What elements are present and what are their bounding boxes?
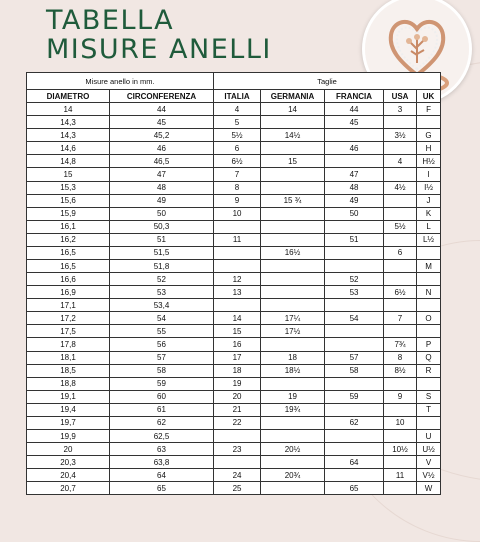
cell-germania [261, 142, 325, 155]
cell-italia: 11 [214, 233, 261, 246]
cell-uk: G [417, 129, 441, 142]
cell-germania: 14½ [261, 129, 325, 142]
column-header-diametro: DIAMETRO [27, 90, 110, 103]
cell-usa: 4½ [384, 181, 417, 194]
cell-usa [384, 116, 417, 129]
cell-usa: 4 [384, 155, 417, 168]
cell-italia: 6½ [214, 155, 261, 168]
cell-germania: 17¼ [261, 312, 325, 325]
cell-usa: 11 [384, 469, 417, 482]
table-row [27, 142, 441, 155]
table-row [27, 129, 441, 142]
cell-circonferenza: 53,4 [110, 299, 214, 312]
cell-usa: 7 [384, 312, 417, 325]
cell-circonferenza: 61 [110, 403, 214, 416]
cell-usa: 3½ [384, 129, 417, 142]
cell-diametro: 18,8 [27, 377, 110, 390]
cell-diametro: 15,6 [27, 194, 110, 207]
cell-uk: Q [417, 351, 441, 364]
cell-francia [325, 443, 384, 456]
cell-uk: F [417, 103, 441, 116]
cell-italia: 15 [214, 325, 261, 338]
cell-italia: 14 [214, 312, 261, 325]
cell-uk [417, 116, 441, 129]
cell-diametro: 19,7 [27, 416, 110, 429]
cell-circonferenza: 46 [110, 142, 214, 155]
cell-usa: 7¾ [384, 338, 417, 351]
cell-uk [417, 325, 441, 338]
cell-usa [384, 325, 417, 338]
cell-circonferenza: 54 [110, 312, 214, 325]
cell-diametro: 15 [27, 168, 110, 181]
cell-francia [325, 430, 384, 443]
cell-italia: 13 [214, 286, 261, 299]
cell-francia: 44 [325, 103, 384, 116]
cell-italia: 24 [214, 469, 261, 482]
table-row [27, 403, 441, 416]
cell-francia [325, 246, 384, 259]
cell-italia [214, 260, 261, 273]
cell-italia [214, 246, 261, 259]
cell-diametro: 19,9 [27, 430, 110, 443]
cell-circonferenza: 46,5 [110, 155, 214, 168]
cell-usa: 9 [384, 390, 417, 403]
cell-germania [261, 181, 325, 194]
table-row [27, 312, 441, 325]
cell-uk: H [417, 142, 441, 155]
cell-germania: 16½ [261, 246, 325, 259]
cell-italia: 4 [214, 103, 261, 116]
cell-germania [261, 260, 325, 273]
cell-germania: 17½ [261, 325, 325, 338]
cell-circonferenza: 44 [110, 103, 214, 116]
cell-circonferenza: 59 [110, 377, 214, 390]
cell-uk: I½ [417, 181, 441, 194]
cell-circonferenza: 58 [110, 364, 214, 377]
cell-francia [325, 377, 384, 390]
cell-francia: 45 [325, 116, 384, 129]
cell-italia [214, 430, 261, 443]
table-row [27, 299, 441, 312]
cell-usa [384, 168, 417, 181]
cell-circonferenza: 64 [110, 469, 214, 482]
cell-uk [417, 377, 441, 390]
cell-circonferenza: 63,8 [110, 456, 214, 469]
cell-usa [384, 456, 417, 469]
cell-francia: 49 [325, 194, 384, 207]
table-row [27, 168, 441, 181]
cell-germania: 15 [261, 155, 325, 168]
cell-uk [417, 416, 441, 429]
group-header-measures: Misure anello in mm. [27, 73, 214, 90]
cell-usa: 8 [384, 351, 417, 364]
cell-italia: 8 [214, 181, 261, 194]
cell-diametro: 14,3 [27, 129, 110, 142]
cell-circonferenza: 56 [110, 338, 214, 351]
cell-diametro: 17,5 [27, 325, 110, 338]
cell-diametro: 17,8 [27, 338, 110, 351]
size-table-container [26, 72, 440, 495]
cell-circonferenza: 62,5 [110, 430, 214, 443]
cell-uk: L [417, 220, 441, 233]
cell-circonferenza: 48 [110, 181, 214, 194]
cell-diametro: 20,7 [27, 482, 110, 495]
table-row [27, 260, 441, 273]
cell-germania [261, 338, 325, 351]
cell-uk: J [417, 194, 441, 207]
cell-circonferenza: 49 [110, 194, 214, 207]
cell-germania [261, 377, 325, 390]
table-row [27, 181, 441, 194]
cell-diametro: 19,1 [27, 390, 110, 403]
cell-germania: 20¾ [261, 469, 325, 482]
table-row [27, 194, 441, 207]
cell-usa: 6 [384, 246, 417, 259]
cell-diametro: 14 [27, 103, 110, 116]
cell-usa [384, 260, 417, 273]
cell-uk: N [417, 286, 441, 299]
cell-circonferenza: 51,8 [110, 260, 214, 273]
cell-germania [261, 207, 325, 220]
cell-francia [325, 155, 384, 168]
table-row [27, 233, 441, 246]
column-header-uk: UK [417, 90, 441, 103]
table-row [27, 482, 441, 495]
cell-italia: 16 [214, 338, 261, 351]
cell-circonferenza: 45 [110, 116, 214, 129]
cell-usa [384, 377, 417, 390]
cell-uk: K [417, 207, 441, 220]
cell-germania [261, 456, 325, 469]
cell-diametro: 19,4 [27, 403, 110, 416]
table-row [27, 286, 441, 299]
cell-francia [325, 403, 384, 416]
cell-germania: 18 [261, 351, 325, 364]
table-row [27, 390, 441, 403]
cell-uk: T [417, 403, 441, 416]
cell-diametro: 15,9 [27, 207, 110, 220]
cell-germania: 14 [261, 103, 325, 116]
cell-circonferenza: 65 [110, 482, 214, 495]
cell-circonferenza: 51,5 [110, 246, 214, 259]
table-row [27, 430, 441, 443]
cell-germania [261, 168, 325, 181]
column-header-italia: ITALIA [214, 90, 261, 103]
cell-circonferenza: 53 [110, 286, 214, 299]
cell-usa [384, 273, 417, 286]
cell-uk: H½ [417, 155, 441, 168]
cell-usa: 6½ [384, 286, 417, 299]
cell-usa: 10 [384, 416, 417, 429]
cell-circonferenza: 62 [110, 416, 214, 429]
cell-diametro: 16,9 [27, 286, 110, 299]
table-body [27, 103, 441, 495]
table-row [27, 116, 441, 129]
cell-circonferenza: 47 [110, 168, 214, 181]
cell-diametro: 20,3 [27, 456, 110, 469]
table-row [27, 338, 441, 351]
cell-francia: 58 [325, 364, 384, 377]
cell-usa [384, 194, 417, 207]
cell-germania [261, 220, 325, 233]
cell-uk: R [417, 364, 441, 377]
cell-diametro: 16,6 [27, 273, 110, 286]
table-row [27, 456, 441, 469]
cell-italia: 5½ [214, 129, 261, 142]
cell-germania [261, 116, 325, 129]
cell-italia: 18 [214, 364, 261, 377]
cell-francia: 53 [325, 286, 384, 299]
cell-italia: 7 [214, 168, 261, 181]
column-header-germania: GERMANIA [261, 90, 325, 103]
cell-germania [261, 482, 325, 495]
cell-germania [261, 299, 325, 312]
cell-germania: 20½ [261, 443, 325, 456]
table-row [27, 364, 441, 377]
column-header-francia: FRANCIA [325, 90, 384, 103]
cell-germania [261, 273, 325, 286]
cell-usa [384, 299, 417, 312]
cell-germania [261, 286, 325, 299]
cell-usa: 8½ [384, 364, 417, 377]
cell-germania [261, 233, 325, 246]
cell-uk: I [417, 168, 441, 181]
table-row [27, 273, 441, 286]
cell-francia: 48 [325, 181, 384, 194]
cell-italia: 23 [214, 443, 261, 456]
cell-francia [325, 220, 384, 233]
cell-francia: 65 [325, 482, 384, 495]
cell-uk [417, 246, 441, 259]
cell-uk: M [417, 260, 441, 273]
cell-francia: 54 [325, 312, 384, 325]
cell-diametro: 14,6 [27, 142, 110, 155]
table-row [27, 377, 441, 390]
cell-italia: 20 [214, 390, 261, 403]
cell-circonferenza: 45,2 [110, 129, 214, 142]
table-row [27, 351, 441, 364]
cell-uk: L½ [417, 233, 441, 246]
cell-usa: 10½ [384, 443, 417, 456]
cell-italia: 21 [214, 403, 261, 416]
cell-circonferenza: 50 [110, 207, 214, 220]
cell-diametro: 17,1 [27, 299, 110, 312]
column-header-usa: USA [384, 90, 417, 103]
cell-circonferenza: 51 [110, 233, 214, 246]
cell-diametro: 20 [27, 443, 110, 456]
cell-germania: 19 [261, 390, 325, 403]
cell-circonferenza: 55 [110, 325, 214, 338]
cell-usa [384, 233, 417, 246]
table-row [27, 416, 441, 429]
cell-diametro: 16,5 [27, 260, 110, 273]
cell-usa [384, 142, 417, 155]
cell-uk: S [417, 390, 441, 403]
cell-italia: 9 [214, 194, 261, 207]
cell-uk: W [417, 482, 441, 495]
ring-size-table [26, 72, 441, 495]
cell-usa [384, 430, 417, 443]
cell-uk: V½ [417, 469, 441, 482]
cell-circonferenza: 60 [110, 390, 214, 403]
cell-uk: V [417, 456, 441, 469]
cell-italia: 6 [214, 142, 261, 155]
column-header-circonferenza: CIRCONFERENZA [110, 90, 214, 103]
cell-francia [325, 338, 384, 351]
cell-francia: 46 [325, 142, 384, 155]
cell-francia: 47 [325, 168, 384, 181]
cell-uk: U [417, 430, 441, 443]
cell-italia: 5 [214, 116, 261, 129]
cell-francia: 62 [325, 416, 384, 429]
cell-francia: 50 [325, 207, 384, 220]
cell-germania: 15 ¾ [261, 194, 325, 207]
cell-usa: 5½ [384, 220, 417, 233]
cell-germania: 19¾ [261, 403, 325, 416]
cell-usa [384, 403, 417, 416]
table-row [27, 443, 441, 456]
cell-francia: 59 [325, 390, 384, 403]
cell-diametro: 16,1 [27, 220, 110, 233]
cell-circonferenza: 52 [110, 273, 214, 286]
cell-francia [325, 129, 384, 142]
group-header-sizes: Taglie [214, 73, 441, 90]
table-row [27, 220, 441, 233]
table-row [27, 246, 441, 259]
cell-germania: 18½ [261, 364, 325, 377]
cell-francia: 52 [325, 273, 384, 286]
title-line-2: MISURE ANELLI [46, 34, 272, 65]
cell-francia: 64 [325, 456, 384, 469]
cell-diametro: 20,4 [27, 469, 110, 482]
table-row [27, 325, 441, 338]
cell-germania [261, 430, 325, 443]
cell-francia [325, 299, 384, 312]
cell-diametro: 17,2 [27, 312, 110, 325]
cell-francia: 51 [325, 233, 384, 246]
cell-diametro: 18,5 [27, 364, 110, 377]
cell-francia [325, 260, 384, 273]
cell-uk [417, 299, 441, 312]
cell-usa [384, 482, 417, 495]
cell-circonferenza: 50,3 [110, 220, 214, 233]
cell-italia: 17 [214, 351, 261, 364]
table-row [27, 103, 441, 116]
cell-italia [214, 299, 261, 312]
cell-usa: 3 [384, 103, 417, 116]
cell-diametro: 16,5 [27, 246, 110, 259]
cell-italia: 12 [214, 273, 261, 286]
cell-italia: 19 [214, 377, 261, 390]
cell-uk: U½ [417, 443, 441, 456]
cell-italia: 22 [214, 416, 261, 429]
cell-italia [214, 220, 261, 233]
cell-circonferenza: 63 [110, 443, 214, 456]
cell-italia: 10 [214, 207, 261, 220]
title-line-1: TABELLA [46, 5, 175, 36]
cell-uk [417, 273, 441, 286]
cell-diametro: 14,3 [27, 116, 110, 129]
cell-francia [325, 325, 384, 338]
cell-francia: 57 [325, 351, 384, 364]
cell-diametro: 15,3 [27, 181, 110, 194]
cell-germania [261, 416, 325, 429]
page-title [46, 6, 272, 64]
table-row [27, 155, 441, 168]
cell-diametro: 14,8 [27, 155, 110, 168]
cell-diametro: 18,1 [27, 351, 110, 364]
table-row [27, 207, 441, 220]
cell-italia [214, 456, 261, 469]
cell-diametro: 16,2 [27, 233, 110, 246]
cell-usa [384, 207, 417, 220]
cell-italia: 25 [214, 482, 261, 495]
cell-circonferenza: 57 [110, 351, 214, 364]
cell-uk: P [417, 338, 441, 351]
cell-uk: O [417, 312, 441, 325]
